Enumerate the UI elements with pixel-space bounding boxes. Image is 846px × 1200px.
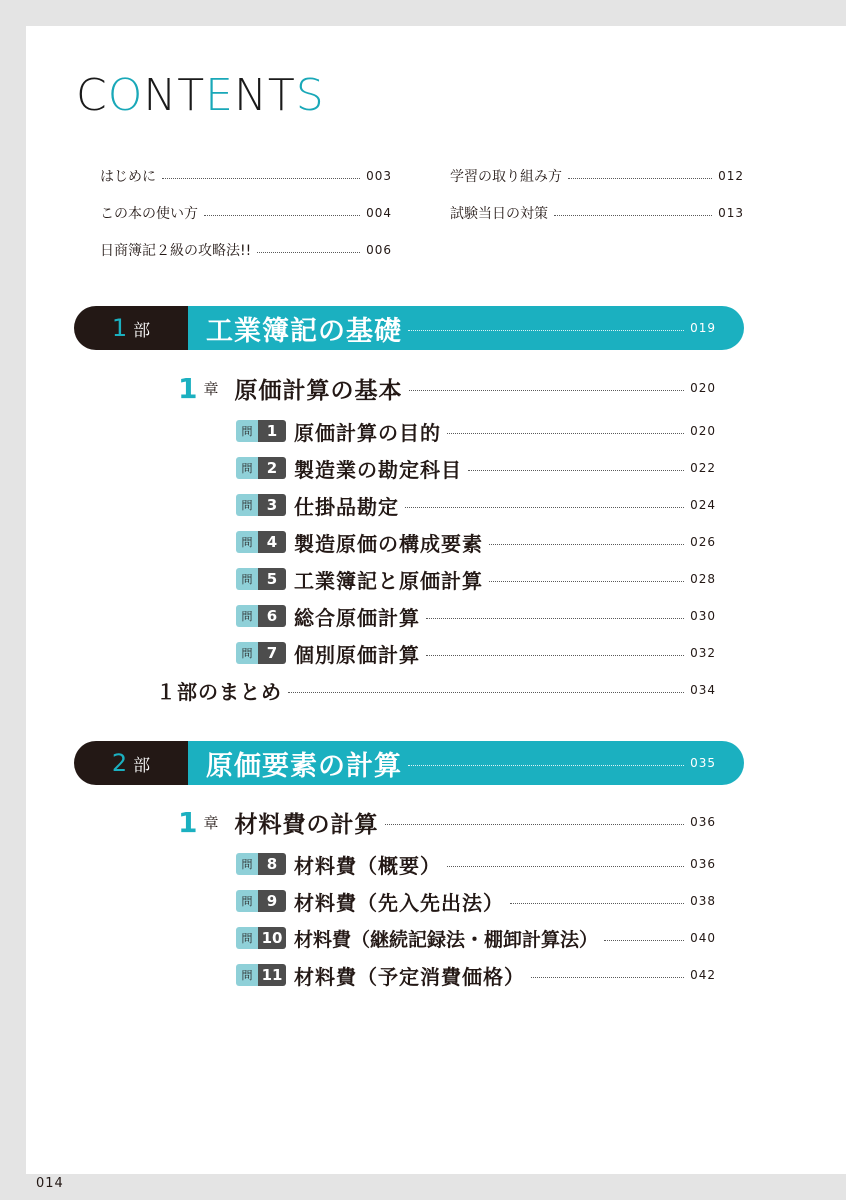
- toc-entry-label: 学習の取り組み方: [450, 169, 562, 185]
- part-number-tab: [74, 306, 188, 350]
- question-badge: 問 3: [236, 494, 286, 516]
- toc-page-number: 003: [366, 169, 392, 183]
- question-entry[interactable]: [236, 850, 716, 878]
- toc-entry-how-to-use[interactable]: [100, 203, 392, 223]
- dot-leader: [489, 581, 684, 582]
- question-page-number: 020: [690, 424, 716, 438]
- dot-leader: [447, 866, 684, 867]
- part-page-number: 019: [690, 321, 716, 335]
- question-entry[interactable]: [236, 565, 716, 593]
- part-number: 1: [111, 314, 128, 342]
- dot-leader: [409, 390, 685, 391]
- page: [26, 26, 846, 1191]
- toc-page-number: 013: [718, 206, 744, 220]
- toc-entry-intro[interactable]: [100, 166, 392, 186]
- dot-leader: [604, 940, 684, 941]
- part-title: 工業簿記の基礎: [206, 315, 402, 347]
- question-page-number: 026: [690, 535, 716, 549]
- part-1-summary-entry[interactable]: [156, 676, 716, 704]
- chapter-page-number: 036: [690, 815, 716, 829]
- dot-leader: [162, 178, 360, 179]
- dot-leader: [257, 252, 360, 253]
- part-number: 2: [111, 749, 128, 777]
- question-badge: 問 1: [236, 420, 286, 442]
- dot-leader: [426, 655, 684, 656]
- contents-title: CONTENTS: [76, 70, 325, 121]
- question-title: 製造業の勘定科目: [294, 457, 462, 482]
- question-page-number: 042: [690, 968, 716, 982]
- question-entry[interactable]: [236, 528, 716, 556]
- question-entry[interactable]: [236, 887, 716, 915]
- question-page-number: 022: [690, 461, 716, 475]
- part-title: 原価要素の計算: [206, 750, 402, 782]
- question-title: 総合原価計算: [294, 605, 420, 630]
- chapter-label: 章: [203, 813, 219, 832]
- question-entry[interactable]: [236, 491, 716, 519]
- dot-leader: [447, 433, 684, 434]
- question-entry[interactable]: [236, 924, 716, 952]
- question-title: 仕掛品勘定: [294, 494, 399, 519]
- toc-entry-label: 試験当日の対策: [450, 206, 548, 222]
- question-title: 個別原価計算: [294, 642, 420, 667]
- toc-page-number: 012: [718, 169, 744, 183]
- chapter-number: 1: [178, 805, 198, 839]
- question-title: 原価計算の目的: [294, 420, 441, 445]
- dot-leader: [408, 765, 684, 766]
- dot-leader: [408, 330, 684, 331]
- toc-entry-strategy[interactable]: [100, 240, 392, 260]
- chapter-page-number: 020: [690, 381, 716, 395]
- question-badge: 問 7: [236, 642, 286, 664]
- question-page-number: 036: [690, 857, 716, 871]
- part-1-header[interactable]: [74, 306, 744, 350]
- question-page-number: 028: [690, 572, 716, 586]
- question-entry[interactable]: [236, 961, 716, 989]
- question-page-number: 038: [690, 894, 716, 908]
- summary-page-number: 034: [690, 683, 716, 697]
- dot-leader: [531, 977, 684, 978]
- question-page-number: 032: [690, 646, 716, 660]
- toc-entry-label: はじめに: [100, 169, 156, 185]
- part-title-band: [188, 306, 744, 350]
- dot-leader: [510, 903, 684, 904]
- part-title-band: [188, 741, 744, 785]
- part-2-header[interactable]: [74, 741, 744, 785]
- toc-page-number: 006: [366, 243, 392, 257]
- question-page-number: 030: [690, 609, 716, 623]
- question-title: 工業簿記と原価計算: [294, 568, 483, 593]
- question-page-number: 024: [690, 498, 716, 512]
- dot-leader: [405, 507, 684, 508]
- question-title: 製造原価の構成要素: [294, 531, 483, 556]
- question-entry[interactable]: [236, 417, 716, 445]
- question-badge: 問 10: [236, 927, 286, 949]
- chapter-title: 原価計算の基本: [234, 377, 403, 404]
- dot-leader: [426, 618, 684, 619]
- chapter-title: 材料費の計算: [234, 811, 379, 838]
- question-entry[interactable]: [236, 602, 716, 630]
- chapter-1-entry[interactable]: [178, 368, 716, 408]
- question-badge: 問 2: [236, 457, 286, 479]
- dot-leader: [468, 470, 684, 471]
- dot-leader: [288, 692, 684, 693]
- toc-entry-exam-day[interactable]: [450, 203, 744, 223]
- summary-title: １部のまとめ: [156, 679, 282, 704]
- question-badge: 問 11: [236, 964, 286, 986]
- dot-leader: [489, 544, 684, 545]
- part-number-tab: [74, 741, 188, 785]
- toc-entry-study-approach[interactable]: [450, 166, 744, 186]
- dot-leader: [554, 215, 712, 216]
- question-title: 材料費（概要）: [294, 853, 441, 878]
- question-title: 材料費（継続記録法・棚卸計算法）: [294, 928, 599, 951]
- part-page-number: 035: [690, 756, 716, 770]
- question-badge: 問 5: [236, 568, 286, 590]
- dot-leader: [204, 215, 360, 216]
- question-badge: 問 6: [236, 605, 286, 627]
- part-label: 部: [133, 755, 151, 776]
- toc-entry-label: この本の使い方: [100, 206, 198, 222]
- question-title: 材料費（先入先出法）: [294, 890, 504, 915]
- part-label: 部: [133, 320, 151, 341]
- page-number: 014: [36, 1176, 64, 1191]
- toc-entry-label: 日商簿記２級の攻略法!!: [100, 243, 252, 259]
- chapter-number: 1: [178, 371, 198, 405]
- question-title: 材料費（予定消費価格）: [294, 964, 525, 989]
- question-page-number: 040: [690, 931, 716, 945]
- chapter-1-entry[interactable]: [178, 802, 716, 842]
- dot-leader: [568, 178, 712, 179]
- question-badge: 問 4: [236, 531, 286, 553]
- question-badge: 問 9: [236, 890, 286, 912]
- question-entry[interactable]: [236, 639, 716, 667]
- chapter-label: 章: [203, 379, 219, 398]
- toc-page-number: 004: [366, 206, 392, 220]
- question-badge: 問 8: [236, 853, 286, 875]
- dot-leader: [385, 824, 685, 825]
- question-entry[interactable]: [236, 454, 716, 482]
